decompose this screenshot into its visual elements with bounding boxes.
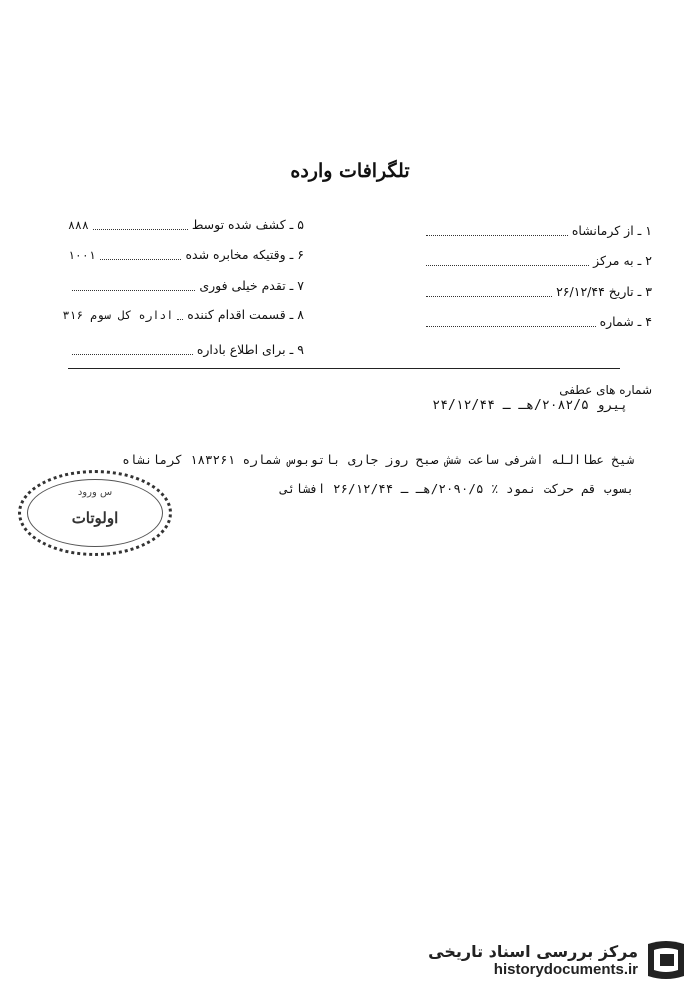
field-from-label: ۱ ـ از کرمانشاه (571, 223, 652, 238)
field-decoded-by-value: ۸۸۸ (68, 218, 89, 232)
stamp-top-text: س ورود (77, 487, 113, 498)
footer-text (428, 942, 638, 978)
field-action-dept-label: ۸ ـ قسمت اقدام کننده (187, 307, 304, 322)
message-line-2: بسوب قم حرکت نمود ٪ ۲۰۹۰/۵/هـ ـ ۲۶/۱۲/۴۴ افشائی (280, 481, 634, 496)
refs-label: شماره های عطفی (559, 383, 652, 397)
field-to-dots (426, 265, 589, 266)
field-transmitted-label: ۶ ـ وقتیکه مخابره شده (185, 247, 304, 262)
document-title: تلگرافات وارده (290, 160, 410, 182)
field-action-dept (48, 306, 304, 324)
field-info-label: ۹ ـ برای اطلاع باداره (196, 342, 304, 357)
refs-value: پیرو ۲۰۸۲/۵/هـ ـ ۲۴/۱۲/۴۴ (432, 398, 628, 413)
field-priority-dots (72, 290, 195, 291)
field-to (422, 252, 652, 270)
field-priority (68, 277, 304, 295)
field-info-dots (72, 354, 193, 355)
field-from-dots (426, 235, 568, 236)
field-decoded-by-dots (93, 229, 188, 230)
field-number-label: ۴ ـ شماره (599, 314, 652, 329)
field-date (422, 283, 652, 301)
archive-logo-icon (644, 936, 688, 984)
field-decoded-by (68, 216, 304, 234)
message-line-1: شیخ عطاالله اشرفی ساعت شش صبح روز جاری باتوبوس شماره ۱۸۳۲۶۱ کرمانشاه (122, 452, 634, 467)
field-date-label: ۳ ـ تاریخ ۲۶/۱۲/۴۴ (556, 284, 652, 299)
field-action-dept-dots (177, 319, 183, 320)
field-from (422, 222, 652, 240)
field-info (68, 341, 304, 359)
footer-watermark (428, 930, 688, 990)
footer-url: historydocuments.ir (493, 961, 638, 978)
field-number-dots (426, 326, 596, 327)
header-divider (68, 368, 620, 369)
field-date-dots (426, 296, 552, 297)
stamp-text: اولوتات (71, 509, 119, 527)
field-transmitted-value: ۱۰۰۱ (68, 248, 96, 262)
field-decoded-by-label: ۵ ـ کشف شده توسط (191, 217, 304, 232)
field-to-label: ۲ ـ به مرکز (593, 253, 652, 268)
field-action-dept-value: اداره کل سوم ۳۱۶ (62, 308, 174, 322)
footer-org-name: مرکز بررسی اسناد تاریخی (428, 942, 638, 961)
field-number (422, 313, 652, 331)
field-transmitted-dots (100, 259, 182, 260)
field-transmitted (68, 246, 304, 264)
office-stamp (18, 470, 172, 556)
field-priority-label: ۷ ـ تقدم خیلی فوری (199, 278, 304, 293)
